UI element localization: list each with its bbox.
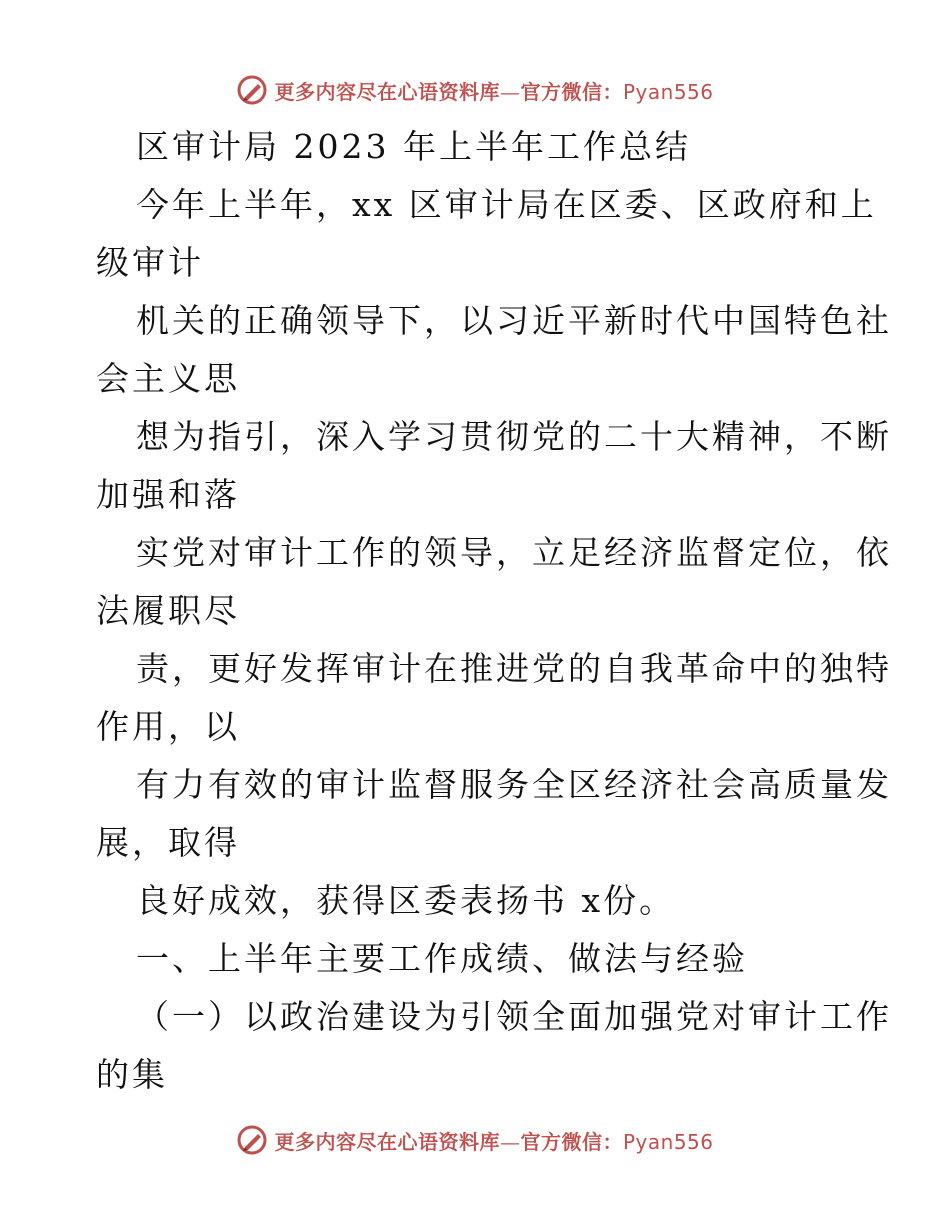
watermark-channel: 官方微信： (520, 79, 623, 104)
paragraph-line: 加强和落 (96, 475, 240, 514)
pen-logo-icon (236, 74, 268, 106)
paragraph-line: 责，更好发挥审计在推进党的自我革命中的独特 (136, 649, 892, 688)
watermark-account: Pyan556 (622, 1129, 714, 1154)
paragraph-line: 良好成效，获得区委表扬书 x份。 (136, 881, 676, 920)
paragraph-line: 有力有效的审计监督服务全区经济社会高质量发 (136, 765, 892, 804)
paragraph-line: 法履职尽 (96, 591, 240, 630)
paragraph-line: 作用，以 (96, 707, 240, 746)
paragraph-line: 会主义思 (96, 359, 240, 398)
watermark-account: Pyan556 (622, 79, 714, 104)
subsection-heading: （一）以政治建设为引领全面加强党对审计工作 (136, 997, 892, 1036)
pen-logo-icon (236, 1124, 268, 1156)
footer-watermark (0, 1120, 950, 1160)
paragraph-line: 今年上半年，xx 区审计局在区委、区政府和上 (136, 185, 877, 224)
watermark-separator: — (499, 79, 521, 104)
watermark-channel: 官方微信： (520, 1129, 623, 1154)
header-watermark (0, 70, 950, 110)
watermark-main: 更多内容尽在心语资料库 (274, 1129, 500, 1154)
watermark-text (274, 76, 713, 105)
paragraph-line: 想为指引，深入学习贯彻党的二十大精神，不断 (136, 417, 892, 456)
section-heading: 一、上半年主要工作成绩、做法与经验 (136, 939, 748, 978)
paragraph-line: 机关的正确领导下，以习近平新时代中国特色社 (136, 301, 892, 340)
watermark-text (274, 1126, 713, 1155)
paragraph-line: 实党对审计工作的领导，立足经济监督定位，依 (136, 533, 892, 572)
document-body (96, 118, 892, 1104)
watermark-main: 更多内容尽在心语资料库 (274, 79, 500, 104)
document-title: 区审计局 2023 年上半年工作总结 (136, 127, 691, 166)
paragraph-line: 的集 (96, 1055, 168, 1094)
watermark-separator: — (499, 1129, 521, 1154)
paragraph-line: 级审计 (96, 243, 204, 282)
paragraph-line: 展，取得 (96, 823, 240, 862)
